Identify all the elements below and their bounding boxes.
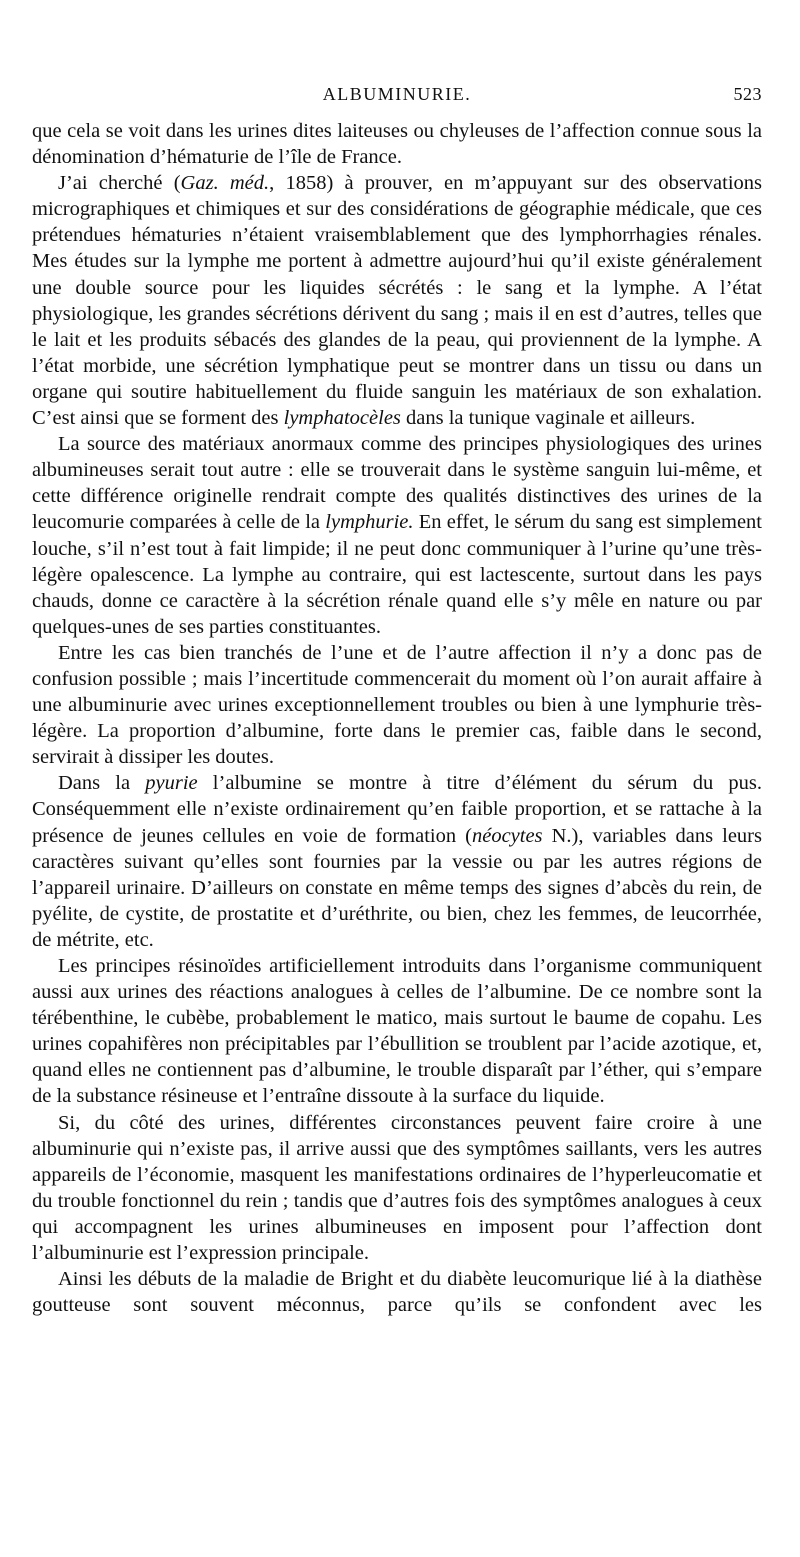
page-number: 523 xyxy=(733,84,762,104)
text-run: l’albumine se montre à titre d’élément du sérum du pus. Conséquemment elle n’existe ordinairement qu’en faible proportion, et se rattache à la présence de jeunes cellules en voie de formation ( xyxy=(32,772,762,847)
paragraph xyxy=(32,640,762,770)
text-run: dans la tunique vaginale et ailleurs. xyxy=(400,407,696,430)
paragraph xyxy=(32,118,762,170)
text-run: J’ai cherché ( xyxy=(58,172,181,195)
italic-text: néocytes xyxy=(471,824,543,847)
text-run: Entre les cas bien tranchés de l’une et de l’autre affection il n’y a donc pas de confusion possible ; mais l’incertitude commencerait du moment où l’on aurait affaire à une albuminurie avec urines exceptionnellement troubles ou bien à une lymphurie très-légère. La proportion d’albumine, forte dans le premier cas, faible dans le second, servirait à dissiper les doutes. xyxy=(32,641,762,769)
text-run: , 1858) à prouver, en m’appuyant sur des observations micrographiques et chimiques et sur des considérations de géographie médicale, que ces prétendues hématuries n’étaient vraisemblablement que des lymphorrhagies rénales. Mes études sur la lymphe me portent à admettre aujourd’hui qu’il existe généralement une double source pour les liquides sécrétés : le sang et la lymphe. A l’état physiologique, les grandes sécrétions dérivent du sang ; mais il en est d’autres, telles que le lait et les produits sébacés des glandes de la peau, qui proviennent de la lymphe. A l’état morbide, une sécrétion lymphatique peut se montrer dans un tissu ou dans un organe qui soutire habituellement du fluide sanguin les matériaux de son exhalation. C’est ainsi que se forment des xyxy=(32,172,763,430)
text-run: La source des matériaux anormaux comme des principes physiologiques des urines albumineuses serait tout autre : elle se trouverait dans le système sanguin lui-même, et cette différence originelle rendrait compte des qualités distinctives des urines de la leucomurie comparées à celle de la xyxy=(32,433,762,534)
paragraph xyxy=(32,170,762,431)
paragraph xyxy=(32,770,762,953)
paragraph xyxy=(32,1266,762,1318)
running-title: ALBUMINURIE. xyxy=(322,84,472,104)
body-text xyxy=(32,118,762,1318)
italic-text: pyurie xyxy=(145,772,198,795)
text-run: En effet, le sérum du sang est simplement louche, s’il n’est tout à fait limpide; il ne peut donc communiquer à l’urine qu’une très-légère opalescence. La lymphe au contraire, qui est lactescente, surtout dans les pays chauds, donne ce caractère à la sécrétion rénale quand elle s’y mêle en nature ou par quelques-unes de ses parties constituantes. xyxy=(32,511,762,638)
text-run: Ainsi les débuts de la maladie de Bright et du diabète leucomurique lié à la diathèse goutteuse sont souvent méconnus, parce qu’ils se confondent avec les xyxy=(32,1268,762,1317)
text-run: que cela se voit dans les urines dites laiteuses ou chyleuses de l’affection connue sous la dénomination d’hématurie de l’île de France. xyxy=(32,120,762,169)
italic-text: Gaz. méd. xyxy=(180,172,270,195)
page-header xyxy=(32,84,762,112)
text-run: Les principes résinoïdes artificiellement introduits dans l’organisme communiquent aussi aux urines des réactions analogues à celles de l’albumine. De ce nombre sont la térébenthine, le cubèbe, probablement le matico, mais surtout le baume de copahu. Les urines copahifères non précipitables par l’ébullition se troublent par l’acide azotique, et, quand elles ne contiennent pas d’albumine, le trouble disparaît par l’éther, qui s’empare de la substance résineuse et l’entraîne dissoute à la surface du liquide. xyxy=(32,955,762,1108)
italic-text: lymphatocèles xyxy=(283,407,401,430)
text-run: N.), variables dans leurs caractères suivant qu’elles sont fournies par la vessie ou par les autres régions de l’appareil urinaire. D’ailleurs on constate en même temps des signes d’abcès du rein, de pyélite, de cystite, de prostatite et d’uréthrite, ou bien, chez les femmes, de leucorrhée, de métrite, etc. xyxy=(32,824,762,951)
text-run: Dans la xyxy=(58,772,146,795)
paragraph xyxy=(32,431,762,640)
text-run: Si, du côté des urines, différentes circonstances peuvent faire croire à une albuminurie qui n’existe pas, il arrive aussi que des symptômes saillants, vers les autres appareils de l’économie, masquent les manifestations ordinaires de l’hyperleucomatie et du trouble fonctionnel du rein ; tandis que d’autres fois des symptômes analogues à ceux qui accompagnent les urines albumineuses en imposent pour l’affection dont l’albuminurie est l’expression principale. xyxy=(32,1111,762,1265)
paragraph xyxy=(32,1110,762,1267)
italic-text: lymphurie. xyxy=(325,511,414,534)
paragraph xyxy=(32,953,762,1110)
